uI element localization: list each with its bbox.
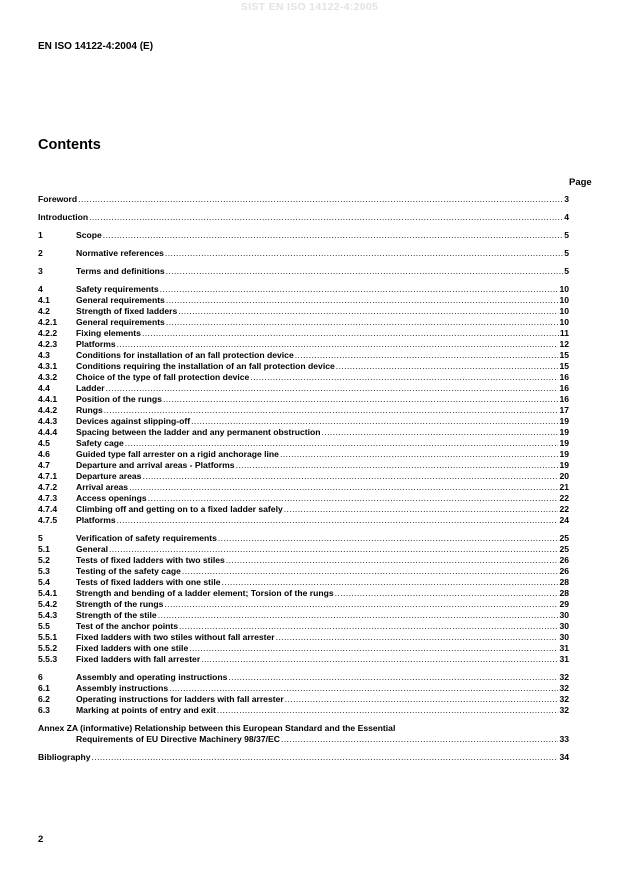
watermark: SIST EN ISO 14122-4:2005 [240, 1, 379, 13]
toc-entry-number: 4.7.5 [38, 515, 58, 525]
toc-entry[interactable] [38, 438, 569, 449]
toc-spacer [38, 716, 569, 723]
toc-dot-leader [106, 383, 559, 394]
toc-spacer [38, 665, 569, 672]
toc-dot-leader [165, 248, 563, 259]
toc-dot-leader [228, 672, 558, 683]
toc-entry-title: Access openings [76, 493, 147, 503]
toc-entry[interactable] [38, 248, 569, 259]
toc-entry[interactable] [38, 493, 569, 504]
toc-dot-leader [163, 394, 559, 405]
toc-entry[interactable] [38, 394, 569, 405]
toc-entry-number: 6 [38, 672, 43, 682]
toc-entry-title: Strength of fixed ladders [76, 306, 178, 316]
toc-spacer [38, 277, 569, 284]
toc-entry-page: 5 [564, 266, 569, 276]
toc-dot-leader [117, 339, 559, 350]
toc-entry-title: Verification of safety requirements [76, 533, 217, 543]
toc-entry[interactable] [38, 533, 569, 544]
toc-entry[interactable] [38, 599, 569, 610]
toc-entry-bibliography[interactable] [38, 752, 569, 763]
toc-entry-title: Scope [76, 230, 102, 240]
toc-entry-page: 15 [559, 361, 569, 371]
toc-entry-page: 10 [559, 317, 569, 327]
toc-entry-title: Climbing off and getting on to a fixed ladder safely [76, 504, 283, 514]
toc-annex-entry[interactable] [38, 734, 569, 745]
toc-dot-leader [295, 350, 559, 361]
toc-entry[interactable] [38, 632, 569, 643]
toc-entry-title: Fixed ladders with fall arrester [76, 654, 201, 664]
toc-entry[interactable] [38, 654, 569, 665]
toc-entry-title: Assembly and operating instructions [76, 672, 228, 682]
toc-entry-page: 11 [559, 328, 569, 338]
toc-dot-leader [280, 449, 558, 460]
contents-heading: Contents [38, 137, 101, 153]
toc-entry[interactable] [38, 482, 569, 493]
toc-entry-number: 5.3 [38, 566, 50, 576]
toc-entry-page: 12 [559, 339, 569, 349]
toc-entry-number: 5 [38, 533, 43, 543]
toc-entry-title: Introduction [38, 212, 89, 222]
toc-entry-page: 3 [564, 194, 569, 204]
toc-entry-page: 19 [559, 460, 569, 470]
toc-entry-number: 4.7.4 [38, 504, 58, 514]
toc-entry[interactable] [38, 266, 569, 277]
toc-entry-title: General requirements [76, 295, 165, 305]
toc-entry[interactable] [38, 405, 569, 416]
toc-spacer [38, 259, 569, 266]
toc-dot-leader [285, 694, 559, 705]
toc-entry[interactable] [38, 284, 569, 295]
toc-entry-page: 30 [559, 610, 569, 620]
toc-entry-number: 4.3.2 [38, 372, 58, 382]
toc-entry[interactable] [38, 555, 569, 566]
toc-entry-title: Position of the rungs [76, 394, 162, 404]
toc-entry-page: 19 [559, 427, 569, 437]
toc-entry[interactable] [38, 515, 569, 526]
toc-entry-page: 31 [559, 643, 569, 653]
toc-entry-number: 5.4.1 [38, 588, 58, 598]
toc-entry-title: Tests of fixed ladders with two stiles [76, 555, 225, 565]
toc-entry-page: 15 [559, 350, 569, 360]
toc-dot-leader [148, 493, 559, 504]
toc-entry[interactable] [38, 230, 569, 241]
toc-entry-number: 5.5.3 [38, 654, 58, 664]
toc-entry[interactable] [38, 610, 569, 621]
toc-entry-title: Terms and definitions [76, 266, 165, 276]
toc-entry[interactable] [38, 383, 569, 394]
toc-entry-title: Departure and arrival areas - Platforms [76, 460, 235, 470]
toc-dot-leader [169, 683, 558, 694]
toc-entry-title: Departure areas [76, 471, 142, 481]
toc-entry[interactable] [38, 295, 569, 306]
toc-entry-page: 25 [559, 533, 569, 543]
toc-entry-number: 5.4.3 [38, 610, 58, 620]
toc-entry-title: Marking at points of entry and exit [76, 705, 216, 715]
toc-dot-leader [164, 599, 558, 610]
toc-annex-subtitle: Requirements of EU Directive Machinery 98/37/EC [76, 734, 280, 744]
toc-entry-page: 16 [559, 372, 569, 382]
document-reference: EN ISO 14122-4:2004 (E) [38, 41, 154, 52]
toc-dot-leader [89, 212, 563, 223]
toc-entry-number: 6.1 [38, 683, 50, 693]
toc-entry-number: 4.4.3 [38, 416, 58, 426]
toc-dot-leader [217, 705, 559, 716]
toc-entry-page: 26 [559, 566, 569, 576]
toc-entry[interactable] [38, 416, 569, 427]
toc-entry[interactable] [38, 372, 569, 383]
toc-entry-number: 4.1 [38, 295, 50, 305]
toc-spacer [38, 205, 569, 212]
toc-entry-number: 6.3 [38, 705, 50, 715]
toc-entry-title: Test of the anchor points [76, 621, 179, 631]
toc-entry[interactable] [38, 621, 569, 632]
toc-entry-number: 4.2 [38, 306, 50, 316]
page-number: 2 [38, 834, 44, 845]
toc-entry[interactable] [38, 306, 569, 317]
toc-dot-leader [178, 306, 558, 317]
toc-entry-title: Safety requirements [76, 284, 159, 294]
toc-entry-page: 16 [559, 394, 569, 404]
toc-entry-number: 5.1 [38, 544, 50, 554]
toc-entry-title: Ladder [76, 383, 105, 393]
toc-spacer [38, 526, 569, 533]
toc-entry-title: Choice of the type of fall protection device [76, 372, 250, 382]
toc-entry-number: 3 [38, 266, 43, 276]
toc-dot-leader [166, 317, 559, 328]
page-column-heading: Page [569, 177, 592, 188]
toc-entry-page: 28 [559, 588, 569, 598]
toc-entry-page: 10 [559, 295, 569, 305]
toc-spacer [38, 745, 569, 752]
toc-entry-page: 32 [559, 683, 569, 693]
toc-entry-number: 5.5.2 [38, 643, 58, 653]
toc-entry[interactable] [38, 566, 569, 577]
toc-entry-title: Fixed ladders with one stile [76, 643, 189, 653]
toc-entry-number: 4.4 [38, 383, 50, 393]
toc-entry-title: Guided type fall arrester on a rigid anchorage line [76, 449, 279, 459]
toc-entry-title: Foreword [38, 194, 78, 204]
toc-entry-title: General [76, 544, 109, 554]
toc-entry-page: 21 [559, 482, 569, 492]
toc-entry-title: Strength and bending of a ladder element; Torsion of the rungs [76, 588, 334, 598]
toc-entry[interactable] [38, 588, 569, 599]
toc-entry-number: 4.7 [38, 460, 50, 470]
toc-entry[interactable] [38, 577, 569, 588]
toc-dot-leader [236, 460, 559, 471]
table-of-contents [38, 194, 569, 763]
toc-entry-title: Testing of the safety cage [76, 566, 181, 576]
toc-dot-leader [191, 416, 558, 427]
toc-entry-page: 28 [559, 577, 569, 587]
toc-dot-leader [276, 632, 559, 643]
toc-entry-number: 4.2.1 [38, 317, 58, 327]
toc-entry-title: Strength of the rungs [76, 599, 164, 609]
toc-dot-leader [182, 566, 559, 577]
toc-entry-number: 5.4 [38, 577, 50, 587]
toc-annex-title[interactable]: Annex ZA (informative) Relationship between this European Standard and the Essential [38, 723, 396, 733]
toc-entry-page: 10 [559, 306, 569, 316]
toc-dot-leader [103, 230, 563, 241]
toc-dot-leader [322, 427, 559, 438]
toc-entry-number: 4 [38, 284, 43, 294]
toc-entry-title: General requirements [76, 317, 165, 327]
toc-dot-leader [222, 577, 559, 588]
toc-entry-page: 30 [559, 632, 569, 642]
toc-entry-number: 2 [38, 248, 43, 258]
toc-dot-leader [284, 504, 559, 515]
toc-spacer [38, 223, 569, 230]
toc-entry[interactable] [38, 361, 569, 372]
toc-dot-leader [335, 588, 559, 599]
toc-entry-page: 22 [559, 504, 569, 514]
toc-entry-page: 32 [559, 705, 569, 715]
toc-entry-title: Platforms [76, 339, 116, 349]
toc-entry[interactable] [38, 672, 569, 683]
toc-entry-title: Operating instructions for ladders with fall arrester [76, 694, 284, 704]
toc-entry-page: 5 [564, 248, 569, 258]
toc-dot-leader [117, 515, 559, 526]
toc-entry[interactable] [38, 449, 569, 460]
toc-dot-leader [201, 654, 558, 665]
toc-dot-leader [166, 295, 559, 306]
toc-entry-number: 4.4.1 [38, 394, 58, 404]
toc-entry-number: 4.4.2 [38, 405, 58, 415]
toc-entry[interactable] [38, 212, 569, 223]
toc-dot-leader [281, 734, 558, 745]
toc-entry-number: 4.5 [38, 438, 50, 448]
toc-entry-page: 30 [559, 621, 569, 631]
toc-entry-number: 6.2 [38, 694, 50, 704]
toc-entry-title: Fixing elements [76, 328, 141, 338]
toc-entry-title: Fixed ladders with two stiles without fall arrester [76, 632, 275, 642]
toc-entry-title: Rungs [76, 405, 103, 415]
toc-entry[interactable] [38, 471, 569, 482]
toc-entry-number: 1 [38, 230, 43, 240]
toc-entry-number: 5.4.2 [38, 599, 58, 609]
toc-entry-page: 10 [559, 284, 569, 294]
toc-entry-number: 5.5.1 [38, 632, 58, 642]
toc-entry-page: 22 [559, 493, 569, 503]
toc-entry-page: 19 [559, 416, 569, 426]
toc-entry-page: 19 [559, 438, 569, 448]
toc-dot-leader [179, 621, 558, 632]
toc-entry-title: Spacing between the ladder and any permanent obstruction [76, 427, 321, 437]
toc-entry-number: 4.6 [38, 449, 50, 459]
toc-dot-leader [160, 284, 559, 295]
toc-dot-leader [104, 405, 559, 416]
toc-entry-page: 26 [559, 555, 569, 565]
toc-entry[interactable] [38, 339, 569, 350]
toc-entry-title: Strength of the stile [76, 610, 157, 620]
toc-entry-number: 4.4.4 [38, 427, 58, 437]
toc-entry[interactable] [38, 504, 569, 515]
toc-entry[interactable] [38, 194, 569, 205]
toc-entry-page: 31 [559, 654, 569, 664]
toc-entry-number: 4.7.3 [38, 493, 58, 503]
toc-entry[interactable] [38, 427, 569, 438]
toc-dot-leader [166, 266, 564, 277]
toc-entry-number: 5.2 [38, 555, 50, 565]
toc-dot-leader [142, 471, 558, 482]
toc-spacer [38, 241, 569, 248]
toc-entry[interactable] [38, 643, 569, 654]
toc-entry-page: 17 [559, 405, 569, 415]
toc-entry-number: 4.2.2 [38, 328, 58, 338]
toc-entry[interactable] [38, 328, 569, 339]
toc-entry-page: 16 [559, 383, 569, 393]
toc-dot-leader [142, 328, 559, 339]
toc-dot-leader [189, 643, 558, 654]
toc-entry-page: 5 [564, 230, 569, 240]
toc-entry-page: 34 [559, 752, 569, 762]
toc-entry-title: Tests of fixed ladders with one stile [76, 577, 221, 587]
toc-entry-page: 32 [559, 694, 569, 704]
toc-entry-title: Arrival areas [76, 482, 129, 492]
toc-entry-number: 4.7.1 [38, 471, 58, 481]
toc-dot-leader [129, 482, 558, 493]
toc-dot-leader [78, 194, 563, 205]
toc-entry-title: Bibliography [38, 752, 91, 762]
toc-entry-number: 4.3 [38, 350, 50, 360]
toc-entry-page: 24 [559, 515, 569, 525]
toc-dot-leader [218, 533, 559, 544]
toc-entry-number: 5.5 [38, 621, 50, 631]
toc-dot-leader [226, 555, 559, 566]
toc-entry-number: 4.7.2 [38, 482, 58, 492]
toc-entry-title: Assembly instructions [76, 683, 169, 693]
toc-dot-leader [125, 438, 559, 449]
toc-entry-title: Conditions for installation of an fall protection device [76, 350, 294, 360]
toc-entry-page: 20 [559, 471, 569, 481]
toc-entry-page: 32 [559, 672, 569, 682]
toc-entry-page: 19 [559, 449, 569, 459]
toc-dot-leader [250, 372, 558, 383]
toc-dot-leader [92, 752, 559, 763]
toc-entry-page: 4 [564, 212, 569, 222]
toc-entry-title: Platforms [76, 515, 116, 525]
toc-entry-page: 33 [559, 734, 569, 744]
toc-entry[interactable] [38, 544, 569, 555]
toc-entry-title: Normative references [76, 248, 164, 258]
toc-entry[interactable] [38, 705, 569, 716]
toc-entry[interactable] [38, 683, 569, 694]
toc-entry-title: Safety cage [76, 438, 124, 448]
toc-entry-page: 25 [559, 544, 569, 554]
toc-entry[interactable] [38, 317, 569, 328]
toc-entry-page: 29 [559, 599, 569, 609]
toc-entry-number: 4.3.1 [38, 361, 58, 371]
toc-entry-title: Devices against slipping-off [76, 416, 191, 426]
toc-entry[interactable] [38, 350, 569, 361]
toc-entry-number: 4.2.3 [38, 339, 58, 349]
toc-entry[interactable] [38, 694, 569, 705]
toc-dot-leader [158, 610, 559, 621]
toc-dot-leader [109, 544, 558, 555]
toc-entry-title: Conditions requiring the installation of an fall protection device [76, 361, 335, 371]
toc-dot-leader [336, 361, 559, 372]
toc-entry[interactable] [38, 460, 569, 471]
